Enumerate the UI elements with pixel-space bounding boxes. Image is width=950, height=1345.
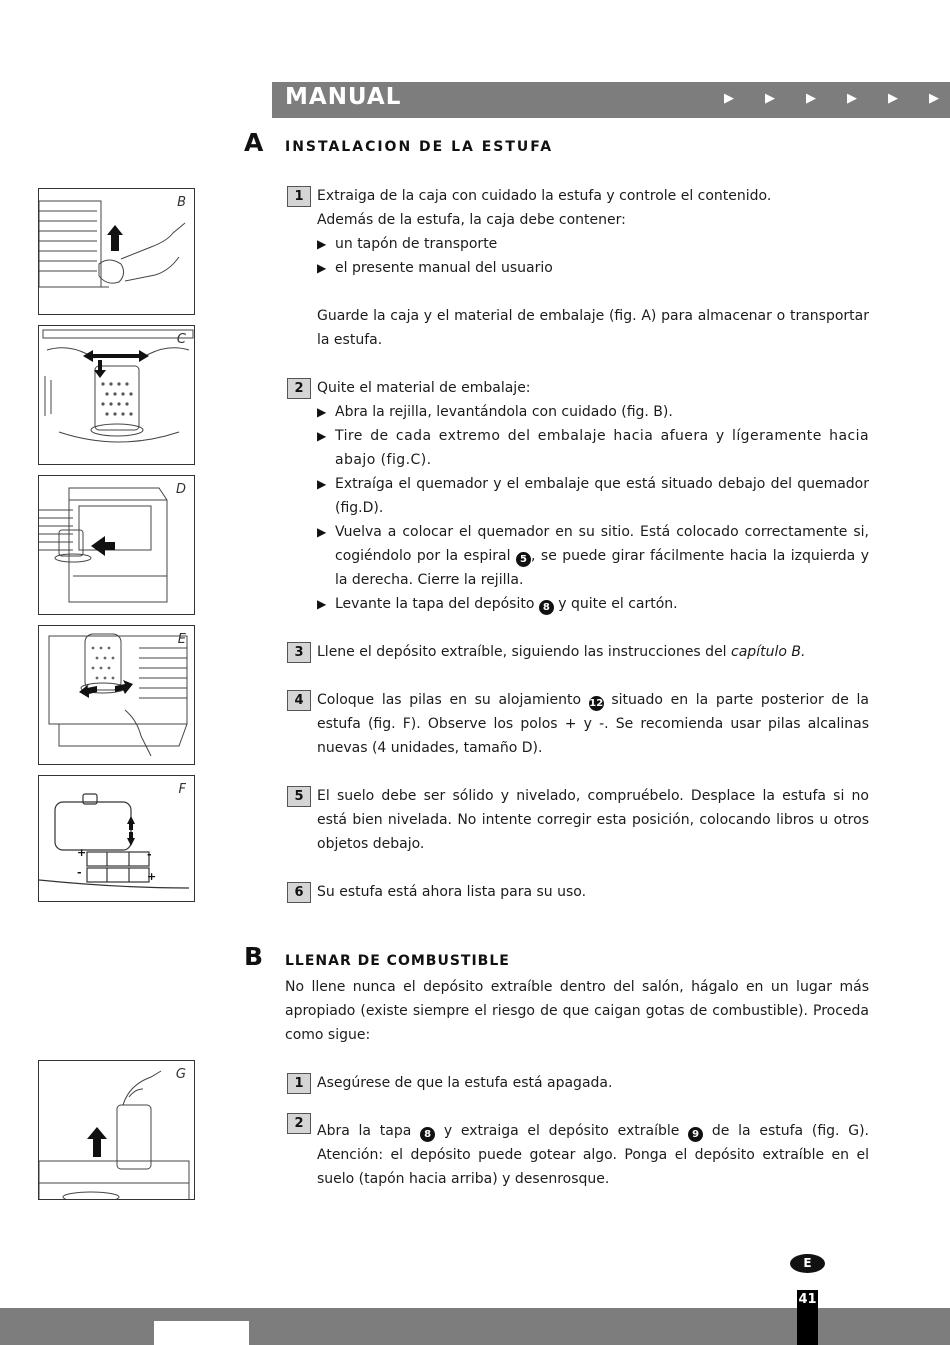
language-badge: E: [790, 1254, 825, 1273]
reference-number-badge: 9: [688, 1127, 703, 1142]
step-number: 6: [287, 882, 311, 903]
bullet-text: Tire de cada extremo del embalaje hacia afuera y lígeramente hacia abajo (fig.C).: [335, 428, 869, 468]
play-arrow-icon: ▶: [765, 91, 775, 106]
figure-c-illustration: [38, 325, 195, 465]
play-arrow-icon: ▶: [888, 91, 898, 106]
section-b-step-2-text: [317, 1119, 869, 1191]
play-arrow-icon: ▶: [929, 91, 939, 106]
bullet-text: un tapón de transporte: [335, 236, 498, 252]
figure-e-illustration: [38, 625, 195, 765]
figure-label: E: [177, 632, 186, 647]
svg-text:-: -: [147, 848, 152, 861]
bullet-arrow-icon: ▶: [317, 237, 327, 251]
step-text-part: y extraiga el depósito extraíble: [443, 1123, 680, 1139]
section-b-intro: No llene nunca el depósito extraíble dentro del salón, hágalo en un lugar más apropiado (existe siempre el riesgo de que caigan gotas de combustible). Proceda como sigue:: [285, 979, 869, 1043]
bullet-text: [335, 520, 869, 592]
bullet-arrow-icon: ▶: [317, 597, 327, 611]
figure-d-illustration: [38, 475, 195, 615]
figure-label: D: [175, 482, 186, 497]
section-a-title: INSTALACION DE LA ESTUFA: [285, 139, 554, 155]
svg-text:+: +: [77, 846, 87, 859]
reference-number-badge: 12: [589, 698, 604, 709]
bullet-arrow-icon: ▶: [317, 525, 327, 539]
bullet-text-part: , se puede girar fácilmente hacia la izquierda y la derecha. Cierre la rejilla.: [335, 548, 869, 588]
step-number: 1: [287, 186, 311, 207]
figure-label: F: [178, 782, 186, 797]
step-5-text: El suelo debe ser sólido y nivelado, compruébelo. Desplace la estufa si no está bien nivelada. No intente corregir esta posición, colocando libros u otros objetos debajo.: [317, 788, 869, 852]
step-number: 5: [287, 786, 311, 807]
header-title: MANUAL: [285, 84, 402, 110]
figure-label: B: [177, 195, 186, 210]
play-arrow-icon: ▶: [847, 91, 857, 106]
reference-number-badge: 8: [539, 600, 554, 615]
play-arrow-icon: ▶: [806, 91, 816, 106]
bullet-arrow-icon: ▶: [317, 429, 327, 443]
reference-number-badge: 8: [420, 1127, 435, 1142]
figure-g-illustration: [38, 1060, 195, 1200]
step-text-part: Abra la tapa: [317, 1123, 412, 1139]
svg-text:-: -: [77, 866, 82, 879]
step-6-text: Su estufa está ahora lista para su uso.: [317, 884, 587, 900]
step-number: 3: [287, 642, 311, 663]
header-bar: [272, 82, 950, 118]
step-number: 2: [287, 1113, 311, 1134]
play-arrow-icon: ▶: [724, 91, 734, 106]
heater-grille-lift-drawing: [39, 189, 195, 315]
bullet-text-part: Vuelva a colocar el quemador en su sitio. Está colocado correctamente si, cogiéndolo por la espiral: [335, 524, 869, 564]
section-b-title: LLENAR DE COMBUSTIBLE: [285, 953, 510, 969]
footer-white-block: [154, 1321, 249, 1345]
chapter-reference: capítulo B.: [731, 644, 806, 660]
header-arrows: [724, 91, 950, 106]
tank-removal-drawing: [39, 1061, 195, 1200]
battery-installation-drawing: [39, 776, 195, 902]
step-4-text-part: situado en la parte posterior de la estufa (fig. F). Observe los polos + y -. Se recomienda usar pilas alcalinas nuevas (4 unidades, tamaño D).: [317, 692, 870, 756]
reference-number-badge: 5: [516, 552, 531, 567]
step-number: 4: [287, 690, 311, 711]
step-3-text-part: Llene el depósito extraíble, siguiendo las instrucciones del: [317, 644, 727, 660]
figure-f-illustration: [38, 775, 195, 902]
step-text-part: de la estufa (fig. G). Atención: el depósito puede gotear algo. Ponga el depósito extraíble en el suelo (tapón hacia arriba) y desenrosque.: [317, 1123, 869, 1187]
burner-removal-drawing: [39, 476, 195, 615]
page-number: 41: [798, 1292, 817, 1307]
bullet-text-part: Levante la tapa del depósito: [335, 596, 535, 612]
figure-label: G: [175, 1067, 186, 1082]
bullet-text: el presente manual del usuario: [335, 260, 553, 276]
step-4-text-part: Coloque las pilas en su alojamiento: [317, 692, 582, 708]
bullet-text: Extraíga el quemador y el embalaje que está situado debajo del quemador (fig.D).: [335, 476, 869, 516]
bullet-arrow-icon: ▶: [317, 261, 327, 275]
bullet-text-part: y quite el cartón.: [558, 596, 678, 612]
step-1-line: Extraiga de la caja con cuidado la estufa y controle el contenido.: [317, 188, 772, 204]
step-1-text: [317, 184, 872, 232]
page-number-tab: [797, 1290, 818, 1345]
bullet-arrow-icon: ▶: [317, 477, 327, 491]
figure-label: C: [176, 332, 186, 347]
step-4-text: [317, 688, 869, 760]
step-2-intro: Quite el material de embalaje:: [317, 380, 531, 396]
burner-rotation-drawing: [39, 626, 195, 765]
bullet-text: Abra la rejilla, levantándola con cuidado (fig. B).: [335, 404, 673, 420]
figure-b-illustration: [38, 188, 195, 315]
step-1-paragraph: Guarde la caja y el material de embalaje (fig. A) para almacenar o transportar la estufa.: [317, 308, 869, 348]
packaging-removal-drawing: [39, 326, 195, 465]
bullet-text: [335, 592, 678, 616]
step-number: 1: [287, 1073, 311, 1094]
step-3-text: [317, 640, 805, 664]
svg-text:+: +: [147, 870, 157, 883]
section-b-step-1-text: Asegúrese de que la estufa está apagada.: [317, 1075, 613, 1091]
step-number: 2: [287, 378, 311, 399]
section-b-letter: B: [244, 942, 264, 971]
section-a-letter: A: [244, 128, 264, 157]
step-1-line: Además de la estufa, la caja debe contener:: [317, 212, 626, 228]
bullet-arrow-icon: ▶: [317, 405, 327, 419]
